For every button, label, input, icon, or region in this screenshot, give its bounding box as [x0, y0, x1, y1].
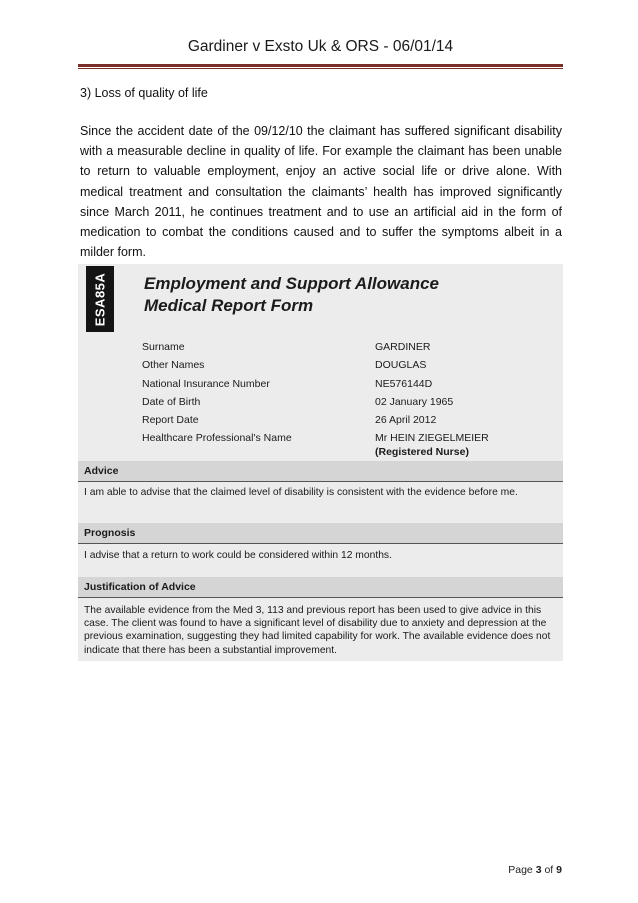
- field-value-other-names: DOUGLAS: [375, 359, 427, 371]
- form-title-line2: Medical Report Form: [144, 296, 314, 315]
- page-number: [508, 864, 562, 876]
- field-label-date-of-birth: Date of Birth: [142, 396, 201, 408]
- justification-text: The available evidence from the Med 3, 113 and previous report has been used to give advice in this case. The client was found to have a significant level of disability due to anxiety and depression at the previous examination, suggesting they had limited capability for work. The available evidence does not indicate that there has been a substantial improvement.: [84, 605, 551, 656]
- prognosis-heading: Prognosis: [78, 523, 563, 543]
- field-label-ni-number: National Insurance Number: [142, 378, 270, 390]
- section-title: 3) Loss of quality of life: [80, 86, 208, 100]
- page-current: 3: [535, 864, 542, 876]
- prognosis-divider: [78, 543, 563, 544]
- advice-text: I am able to advise that the claimed level of disability is consistent with the evidence before me.: [84, 487, 518, 498]
- body-paragraph: Since the accident date of the 09/12/10 the claimant has suffered significant disability with a measurable decline in quality of life. For example the claimant has been unable to return to valuable employment, enjoy an active social life or drive alone. With medical treatment and consultation the claimants’ health has improved significantly since March 2011, he continues treatment and to use an artificial aid in the form of medication to combat the conditions caused and to suffer the symptoms albeit in a milder form.: [80, 124, 562, 260]
- page-label: Page: [508, 864, 533, 876]
- form-code: ESA85A: [92, 272, 108, 326]
- justification-divider: [78, 597, 563, 598]
- page-header-title: Gardiner v Exsto Uk & ORS - 06/01/14: [187, 38, 454, 55]
- field-label-surname: Surname: [142, 341, 185, 353]
- field-value-professional-role: (Registered Nurse): [375, 446, 469, 458]
- prognosis-text: I advise that a return to work could be considered within 12 months.: [84, 550, 392, 561]
- field-label-report-date: Report Date: [142, 414, 199, 426]
- page-total: 9: [556, 864, 562, 876]
- scanned-medical-report-form: [78, 264, 563, 661]
- advice-divider: [78, 481, 563, 482]
- header-rule-thick: [78, 64, 563, 67]
- justification-heading: Justification of Advice: [78, 577, 563, 597]
- header-rule-thin: [78, 68, 563, 69]
- field-value-surname: GARDINER: [375, 341, 431, 353]
- page-of-label: of: [544, 864, 554, 876]
- field-value-report-date: 26 April 2012: [375, 414, 437, 426]
- form-title-line1: Employment and Support Allowance: [144, 274, 440, 293]
- field-value-professional-name: Mr HEIN ZIEGELMEIER: [375, 432, 489, 444]
- field-label-other-names: Other Names: [142, 359, 205, 371]
- field-label-professional-name: Healthcare Professional's Name: [142, 432, 292, 444]
- form-code-tab: [86, 266, 114, 332]
- advice-heading: Advice: [78, 461, 563, 481]
- field-value-date-of-birth: 02 January 1965: [375, 396, 454, 408]
- field-value-ni-number: NE576144D: [375, 378, 433, 390]
